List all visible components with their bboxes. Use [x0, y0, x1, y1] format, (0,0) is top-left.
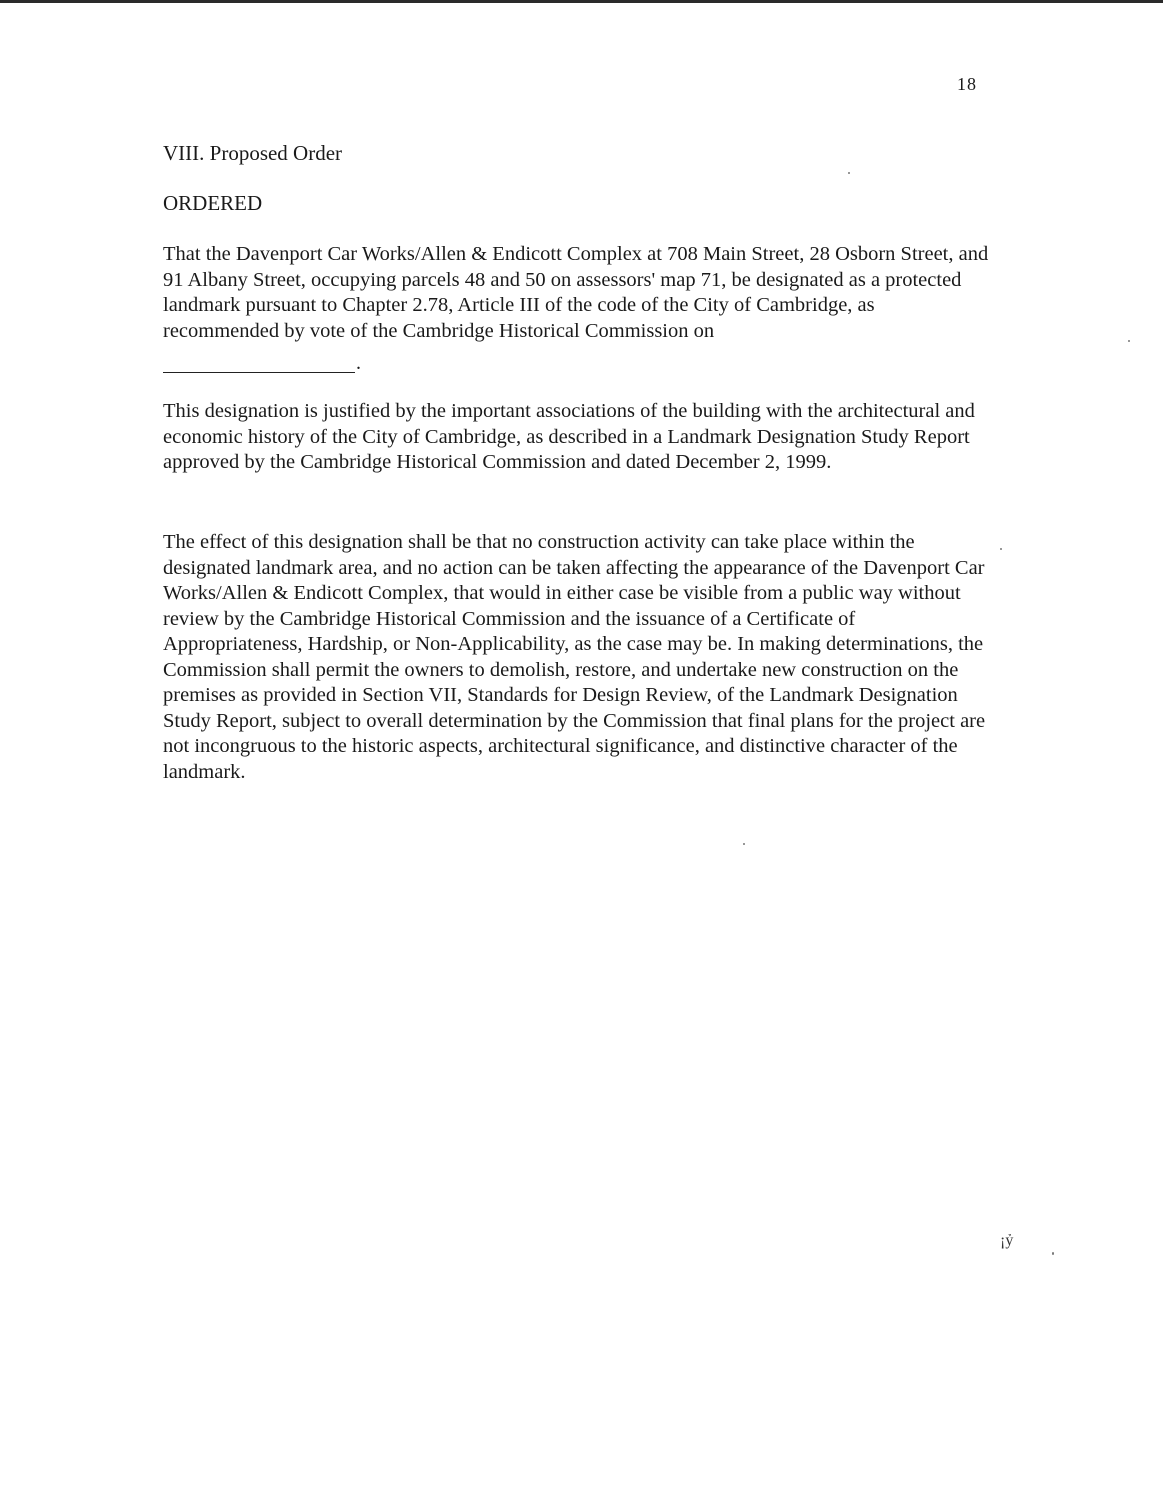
vote-date-blank [163, 372, 355, 373]
page-number: 18 [957, 74, 977, 94]
order-paragraph: That the Davenport Car Works/Allen & Endicott Complex at 708 Main Street, 28 Osborn Street, and 91 Albany Street, occupying parcels 48 and 50 on assessors' map 71, be designated as a protected landmark pursuant to Chapter 2.78, Article III of the code of the City of Cambridge, as recommended by vote of the Cambridge Historical Commission on [163, 243, 989, 342]
scan-speck [1128, 340, 1130, 342]
effect-paragraph: The effect of this designation shall be that no construction activity can take place within the designated landmark area, and no action can be taken affecting the appearance of the Davenport Car Works/Allen & Endicott Complex, that would in either case be visible from a public way without review by the Cambridge Historical Commission and the issuance of a Certificate of Appropriateness, Hardship, or Non-Applicability, as the case may be. In making determinations, the Commission shall permit the owners to demolish, restore, and undertake new construction on the premises as provided in Section VII, Standards for Design Review, of the Landmark Designation Study Report, subject to overall determination by the Commission that final plans for the project are not incongruous to the historic aspects, architectural significance, and distinctive character of the landmark. [163, 531, 986, 783]
ordered-label: ORDERED [163, 191, 263, 215]
scan-top-edge [0, 0, 1163, 3]
margin-scribble: ¡ỷ [1000, 1232, 1014, 1249]
scan-speck [1000, 548, 1002, 550]
scan-speck [848, 172, 850, 174]
justification-paragraph: This designation is justified by the important associations of the building with the architectural and economic history of the City of Cambridge, as described in a Landmark Designation Study Report approved by the Cambridge Historical Commission and dated December 2, 1999. [163, 400, 975, 473]
section-heading: VIII. Proposed Order [163, 141, 343, 165]
vote-date-period: . [356, 352, 361, 374]
scan-speck [1052, 1252, 1054, 1255]
scan-speck [743, 843, 745, 845]
